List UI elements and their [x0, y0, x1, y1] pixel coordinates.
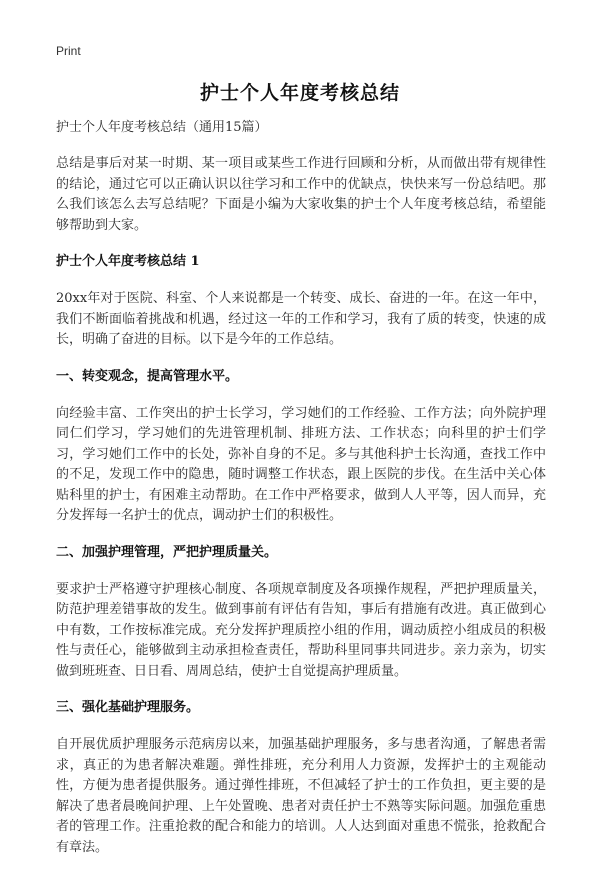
- part-1-heading: 一、转变观念，提高管理水平。: [56, 368, 239, 384]
- document-body: [56, 118, 546, 874]
- print-link[interactable]: Print: [56, 44, 81, 58]
- document-subtitle: 护士个人年度考核总结（通用15篇）: [56, 120, 268, 135]
- part-2-body: 要求护士严格遵守护理核心制度、各项规章制度及各项操作规程，严把护理质量关，防范护理差错事故的发生。做到事前有评估有告知，事后有措施有改进。真正做到心中有数，工作按标准完成。充分发挥护理质控小组的作用，调动质控小组成员的积极性与责任心，能够做到主动承担检查责任，帮助科里同事共同进步。亲力亲为，切实做到班班查、日日看、周周总结，使护士自觉提高护理质量。: [56, 581, 546, 679]
- section-intro-paragraph: 20xx年对于医院、科室、个人来说都是一个转变、成长、奋进的一年。在这一年中，我们不断面临着挑战和机遇，经过这一年的工作和学习，我有了质的转变，快速的成长，明确了奋进的目标。以下是今年的工作总结。: [56, 291, 546, 347]
- part-2-heading: 二、加强护理管理，严把护理质量关。: [56, 544, 278, 560]
- intro-paragraph: 总结是事后对某一时期、某一项目或某些工作进行回顾和分析，从而做出带有规律性的结论，通过它可以正确认识以往学习和工作中的优缺点，快快来写一份总结吧。那么我们该怎么去写总结呢？下面是小编为大家收集的护士个人年度考核总结，希望能够帮助到大家。: [56, 156, 546, 233]
- page-title: 护士个人年度考核总结: [199, 82, 400, 104]
- part-3-heading: 三、强化基础护理服务。: [56, 700, 200, 715]
- part-3-body: 自开展优质护理服务示范病房以来，加强基础护理服务，多与患者沟通，了解患者需求，真正的为患者解决难题。弹性排班，充分利用人力资源，发挥护士的主观能动性，方便为患者提供服务。通过弹性排班，不但减轻了护士的工作负担，更主要的是解决了患者晨晚间护理、上午处置晚、患者对责任护士不熟等实际问题。加强危重患者的管理工作。注重抢救的配合和能力的培训。人人达到面对重患不慌张，抢救配合有章法。: [56, 737, 546, 855]
- part-1-body: 向经验丰富、工作突出的护士长学习，学习她们的工作经验、工作方法；向外院护理同仁们学习，学习她们的先进管理机制、排班方法、工作状态；向科里的护士们学习，学习她们工作中的长处，弥补自身的不足。多与其他科护士长沟通，查找工作中的不足，发现工作中的隐患，随时调整工作状态，跟上医院的步伐。在生活中关心体贴科里的护士，有困难主动帮助。在工作中严格要求，做到人人平等，因人而异，充分发挥每一名护士的优点，调动护士们的积极性。: [56, 405, 546, 523]
- section-title: 护士个人年度考核总结 1: [56, 254, 200, 269]
